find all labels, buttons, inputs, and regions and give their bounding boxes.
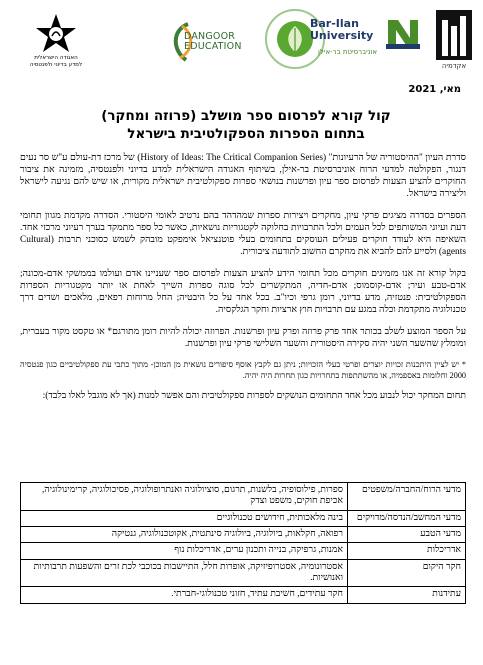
document-title [36, 108, 456, 143]
table-row [21, 483, 466, 511]
fields-intro: תחום המחקר יכול לנבוע מכל אחד התחומים הנושקים לספרות ספקולטיבית והם אפשר למנות (אך לא מוגבל לאלו בלבד): [42, 391, 466, 402]
paragraph-3: בקול קורא זה אנו מזמינים חוקרים מכל תחומי הידע להציע הצעות לפרסום ספר שעניינו אדם ועולמו בממשקי אדם-מכונה; אדם-טבע ועיר; אדם-קוסמוס; אדם-חדיה, המתקשרים לכל סוגה ספרות השייך לאחת או יותר מקטגוריות הספרות הספקולטיבית: פנטזיה, מדע בדיוני, רומן גרפי וכיו"ב. בכל אחד על כל היבטיה; החל מרוחות רפאים, מלאכים ושדים דרך טכנולוגיה מתקדמת וכלה במגע עם תרבויות חוץ ארציות וחקר הגלקסיה. [20, 269, 466, 316]
israeli-sf-society-logo [12, 12, 100, 74]
document-body [20, 152, 466, 412]
paragraph-4: על הספר המוצע לשלב בכותר אחד פרק פרוזה ופרק עיון ופרשנות. הפרוזה יכולה להיות רומן מתורגם* או טקסט מקור בעברית, ומומלץ שהשער השני יהיה סקירה היסטורית והשער השלישי פרקי עיון ופרשנות. [20, 327, 466, 350]
field-name: עתידנות [348, 587, 466, 603]
bar-ilan-hebrew-name: אוניברסיטת בר-אילן [318, 48, 378, 56]
field-topics: אמנות, גרפיקה, בנייה ותכנון ערים, אדריכלות נוף [21, 543, 348, 559]
table-row [21, 559, 466, 587]
dangoor-line-1: DANGOOR [184, 31, 236, 42]
field-topics: בינה מלאכותית, חידושים טכנולוגיים [21, 510, 348, 526]
logo-strip [6, 8, 478, 74]
star-caption-line-1: האגודה הישראלית [34, 55, 78, 61]
footnote: * יש לציין היתכנות זכויות יוצרים ופרטי בעלי הזכויות; ניתן גם לקבץ אוסף סיפורים נושאית מן המוכן- מתוך כתבי עת ספקולטיביים כגון פנטסיה 2000 וחלומות באספמיה, או מהשתתפות בתחרויות כגון תחרות היה יהיה. [20, 360, 466, 380]
field-topics: חקר עתידים, חשיבת עתיד, חזוני טכנולוגי-חברתי. [21, 587, 348, 603]
bar-ilan-line-1: Bar-Ilan [310, 17, 359, 30]
dangoor-text [184, 32, 242, 52]
bar-ilan-line-2: University [310, 28, 374, 42]
field-topics: רפואה, חקלאות, ביולוגיה, ביולוגיה סינתטית, אקוטכנולוגיה, גנטיקה [21, 526, 348, 542]
bar-ilan-name [310, 18, 373, 41]
dangoor-education-logo [166, 20, 244, 70]
paragraph-1: סדרת העיון "ההיסטוריה של הרעיונות" (History of Ideas: The Critical Companion Series) של מרכז דת-עולם ע"ש סר נעים דנגור, הפקולטה למדעי הרוח אוניברסיטת בר-אילן, בשיתוף האגודה הישראלית למדע בדיוני ולפנטסיה, מזמינה את ציבור החוקרים להציע הצעות לפרסום ספר עיון ופרשנות בנושאי ספרות ספקולטיבית ישראלית מקורית, או שיש להם נגיעה לישראל וליצירה בישראל. [20, 153, 466, 200]
field-topics: ספרות, פילוסופיה, בלשנות, תרגום, סוציולוגיה ואנתרופולוגיה, פסיכולוגיה, קרימינולוגיה, אכיפת חוקים, משפט וצדק [21, 483, 348, 511]
table-row [21, 543, 466, 559]
bar-ilan-emblem-icon [382, 14, 422, 54]
table-row [21, 587, 466, 603]
illl-logo [432, 10, 476, 74]
table-row [21, 510, 466, 526]
illl-subtitle: אקדמיה [441, 62, 467, 70]
dangoor-line-2: EDUCATION [184, 40, 242, 52]
field-name: מדעי הטבע [348, 526, 466, 542]
star-logo-caption [12, 55, 100, 68]
field-topics: אסטרונומיה, אסטרופיזיקה, אופרות חלל, התיישבות בכוכבי לכת זרים והשפעות תרבותיות ואנושיות. [21, 559, 348, 587]
star-caption-line-2: למדע בדיוני ולפנטסיה [29, 61, 83, 68]
field-name: אדריכלות [348, 543, 466, 559]
field-name: מדעי המחשב/הנדסה/מדויקים [348, 510, 466, 526]
field-name: חקר היקום [348, 559, 466, 587]
research-fields-table [20, 482, 466, 604]
title-line-1: קול קורא לפרסום ספר מושלב (פרוזה ומחקר) [101, 108, 391, 124]
document-date: מאי, 2021 [408, 84, 461, 95]
title-line-2: בתחום הספרות הספקולטיבית בישראל [127, 125, 365, 142]
field-name: מדעי הרוח/החברה/משפטים [348, 483, 466, 511]
bar-ilan-logo [310, 8, 422, 70]
star-emblem-icon [12, 12, 100, 56]
paragraph-2: הספרים בסדרה מציגים פרקי עיון, מחקרים ויצירות ספרות שמהדהד בהם נרטיב לאומי היסטורי. הסדרה מקדמת מגוון תחומי דעת ועיוני המשותפים לכל העמים ולכל התרבויות בחלוקה לקטגוריות נושאיות, כאשר כל ספר מתמקד בערך רעיוני מרכזי אחד. השאיפה היא לעודד חוקרים פעילים העוסקים בתחומים בעלי פוטנציאל אימפקט מובהק לשמש כסוכני תרבות (Cultural agents) ולסייע להם להביא את מחקרם החשוב לתודעה ציבורית. [20, 211, 466, 258]
illl-mark-icon [436, 10, 472, 60]
table-row [21, 526, 466, 542]
